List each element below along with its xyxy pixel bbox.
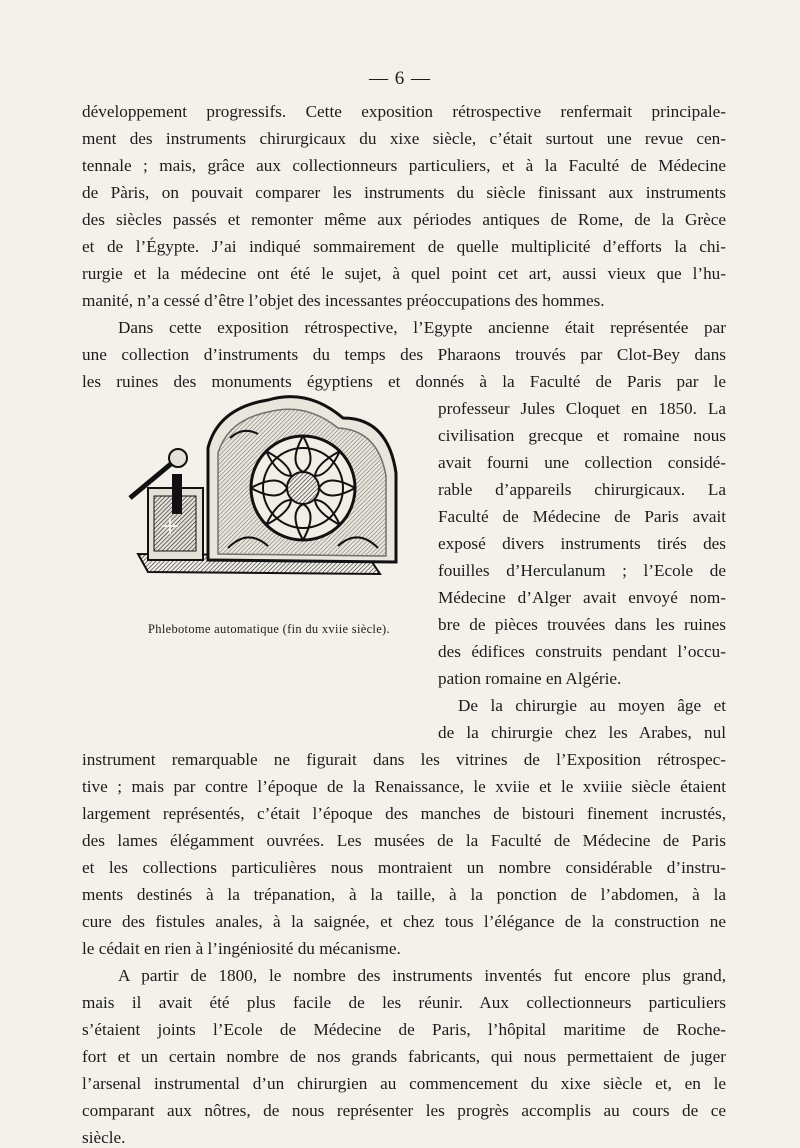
text-line: des siècles passés et remonter même aux périodes antiques de Rome, de la Grèce (82, 210, 726, 229)
text-line: rable d’appareils chirurgicaux. La (438, 480, 726, 499)
text-line: Faculté de Médecine de Paris avait (438, 507, 726, 526)
text-line: et les collections particulières nous montraient un nombre considérable d’instru- (82, 858, 726, 877)
text-line: ments destinés à la trépanation, à la taille, à la ponction de l’abdomen, à la (82, 885, 726, 904)
text-line: comparant aux nôtres, de nous représenter les progrès accomplis au cours de ce (82, 1101, 726, 1120)
text-line: tive ; mais par contre l’époque de la Renaissance, le xviie et le xviiie siècle étaient (82, 777, 726, 796)
text-line: les ruines des monuments égyptiens et donnés à la Faculté de Paris par le (82, 372, 726, 391)
text-line: A partir de 1800, le nombre des instruments inventés fut encore plus grand, (118, 966, 726, 985)
text-line: Médecine d’Alger avait envoyé nom- (438, 588, 726, 607)
text-line: fouilles d’Herculanum ; l’Ecole de (438, 561, 726, 580)
text-line: des édifices construits pendant l’occu- (438, 642, 726, 661)
text-line: manité, n’a cessé d’être l’objet des incessantes préoccupations des hommes. (82, 291, 605, 310)
figure-caption: Phlebotome automatique (fin du xviie siècle). (148, 622, 390, 636)
text-line: bre de pièces trouvées dans les ruines (438, 615, 726, 634)
text-line: mais il avait été plus facile de les réunir. Aux collectionneurs particuliers (82, 993, 726, 1012)
text-line: des lames élégamment ouvrées. Les musées de la Faculté de Médecine de Paris (82, 831, 726, 850)
text-line: professeur Jules Cloquet en 1850. La (438, 399, 726, 418)
text-line: Dans cette exposition rétrospective, l’Egypte ancienne était représentée par (118, 318, 726, 337)
text-line: une collection d’instruments du temps des Pharaons trouvés par Clot-Bey dans (82, 345, 726, 364)
page-number: — 6 — (369, 68, 431, 89)
text-line: pation romaine en Algérie. (438, 669, 622, 688)
text-line: le cédait en rien à l’ingéniosité du mécanisme. (82, 939, 401, 958)
text-line: fort et un certain nombre de nos grands fabricants, qui nous permettaient de juger (82, 1047, 726, 1066)
text-line: siècle. (82, 1128, 126, 1147)
text-line: développement progressifs. Cette exposition rétrospective renfermait principale- (82, 102, 726, 121)
text-line: instrument remarquable ne figurait dans les vitrines de l’Exposition rétrospec- (82, 750, 726, 769)
text-line: avait fourni une collection considé- (438, 453, 726, 472)
text-line: exposé divers instruments tirés des (438, 534, 726, 553)
text-line: cure des fistules anales, à la saignée, et chez tous l’élégance de la construction ne (82, 912, 726, 931)
text-line: civilisation grecque et romaine nous (438, 426, 726, 445)
text-line: largement représentés, c’était l’époque des manches de bistouri finement incrustés, (82, 804, 726, 823)
phlebotome-illustration (118, 378, 418, 610)
text-line: et de l’Égypte. J’ai indiqué sommairement de quelle multiplicité d’efforts la chi- (82, 237, 726, 256)
text-line: l’arsenal instrumental d’un chirurgien au commencement du xixe siècle et, en le (82, 1074, 726, 1093)
text-line: tennale ; mais, grâce aux collectionneurs particuliers, et à la Faculté de Médecine (82, 156, 726, 175)
text-line: De la chirurgie au moyen âge et (458, 696, 726, 715)
text-line: de la chirurgie chez les Arabes, nul (438, 723, 726, 742)
text-line: ment des instruments chirurgicaux du xixe siècle, c’était surtout une revue cen- (82, 129, 726, 148)
text-line: s’étaient joints l’Ecole de Médecine de Paris, l’hôpital maritime de Roche- (82, 1020, 726, 1039)
text-line: rurgie et la médecine ont été le sujet, à quel point cet art, aussi vieux que l’hu- (82, 264, 726, 283)
text-line: de Pàris, on pouvait comparer les instruments du siècle finissant aux instruments (82, 183, 726, 202)
